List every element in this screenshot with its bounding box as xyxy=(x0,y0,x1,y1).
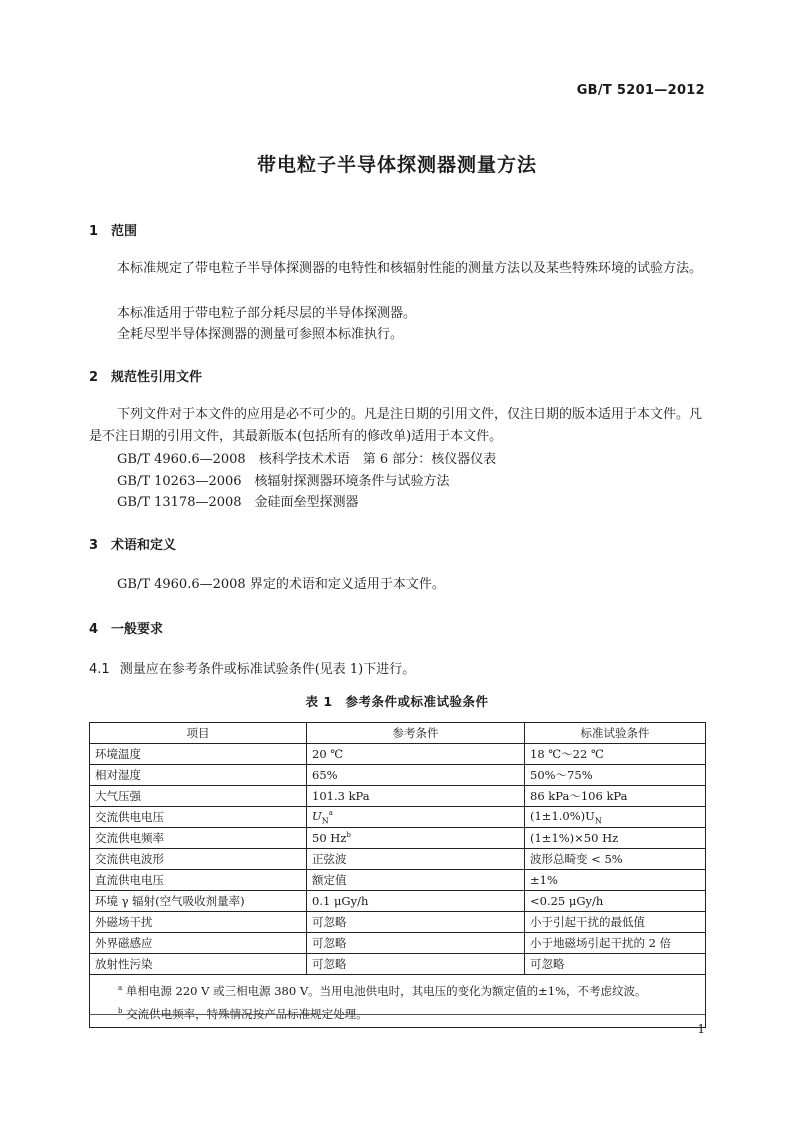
cell-item: 外磁场干扰 xyxy=(90,912,307,933)
table-row xyxy=(90,828,706,849)
standard-code: GB/T 5201—2012 xyxy=(576,83,705,98)
footnote-marker-a: a xyxy=(328,809,333,818)
section-title: 一般要求 xyxy=(111,622,164,637)
table-title: 表 1 参考条件或标准试验条件 xyxy=(305,694,489,709)
section-3-paragraph-1: GB/T 4960.6—2008 界定的术语和定义适用于本文件。 xyxy=(117,577,445,592)
footnote-text: 交流供电频率，特殊情况按产品标准规定处理。 xyxy=(126,1006,368,1021)
cell-item: 相对湿度 xyxy=(90,765,307,786)
cell-reference: 20 ℃ xyxy=(307,744,525,765)
table-row xyxy=(90,870,706,891)
cell-reference xyxy=(307,807,525,828)
table-row xyxy=(90,849,706,870)
cell-standard: (1±1%)×50 Hz xyxy=(525,828,706,849)
voltage-subscript: N xyxy=(321,816,329,826)
section-number: 2 xyxy=(89,370,99,385)
cell-standard: 小于引起干扰的最低值 xyxy=(525,912,706,933)
section-title: 范围 xyxy=(111,224,138,239)
cell-item: 放射性污染 xyxy=(90,954,307,975)
cell-standard: 86 kPa～106 kPa xyxy=(525,786,706,807)
reference-item: GB/T 10263—2006 核辐射探测器环境条件与试验方法 xyxy=(117,474,450,489)
footer-rule xyxy=(89,1014,705,1015)
cell-standard: 波形总畸变 < 5% xyxy=(525,849,706,870)
section-1-paragraph-1: 本标准规定了带电粒子半导体探测器的电特性和核辐射性能的测量方法以及某些特殊环境的试验方法。 xyxy=(117,261,703,276)
subsection-4-1 xyxy=(89,658,415,677)
section-4-heading xyxy=(89,618,163,637)
cell-reference: 可忽略 xyxy=(307,912,525,933)
footnote-mark: b xyxy=(118,1006,123,1015)
cell-reference: 额定值 xyxy=(307,870,525,891)
cell-standard xyxy=(525,807,706,828)
subsection-text: 测量应在参考条件或标准试验条件(见表 1)下进行。 xyxy=(119,662,416,677)
voltage-symbol: U xyxy=(312,808,322,823)
table-row xyxy=(90,744,706,765)
cell-reference xyxy=(307,828,525,849)
cell-standard: ±1% xyxy=(525,870,706,891)
section-2-heading xyxy=(89,366,202,385)
header-item: 项目 xyxy=(90,723,307,744)
cell-standard: <0.25 μGy/h xyxy=(525,891,706,912)
table-notes xyxy=(90,975,706,1028)
header-standard: 标准试验条件 xyxy=(525,723,706,744)
cell-item: 大气压强 xyxy=(90,786,307,807)
table-row xyxy=(90,933,706,954)
footnote-mark: a xyxy=(118,984,123,992)
cell-reference: 可忽略 xyxy=(307,933,525,954)
cell-reference: 可忽略 xyxy=(307,954,525,975)
table-header-row xyxy=(90,723,706,744)
footnote-b xyxy=(118,1001,695,1024)
footnote-marker-b: b xyxy=(346,831,351,840)
cell-standard: 小于地磁场引起干扰的 2 倍 xyxy=(525,933,706,954)
table-row xyxy=(90,807,706,828)
table-notes-row xyxy=(90,975,706,1028)
cell-item: 环境温度 xyxy=(90,744,307,765)
section-number: 1 xyxy=(89,224,99,239)
cell-item: 交流供电频率 xyxy=(90,828,307,849)
table-row xyxy=(90,765,706,786)
frequency-value: 50 Hz xyxy=(312,831,347,845)
section-1-paragraph-2: 本标准适用于带电粒子部分耗尽层的半导体探测器。 xyxy=(117,306,417,321)
cell-item: 交流供电波形 xyxy=(90,849,307,870)
cell-reference: 0.1 μGy/h xyxy=(307,891,525,912)
conditions-table xyxy=(89,722,706,1028)
table-row xyxy=(90,954,706,975)
cell-standard: 50%～75% xyxy=(525,765,706,786)
table-row xyxy=(90,912,706,933)
section-title: 术语和定义 xyxy=(111,538,177,553)
cell-item: 交流供电电压 xyxy=(90,807,307,828)
cell-reference: 正弦波 xyxy=(307,849,525,870)
footnote-a xyxy=(118,978,695,1001)
cell-standard: 可忽略 xyxy=(525,954,706,975)
voltage-subscript: N xyxy=(594,816,602,826)
header-reference: 参考条件 xyxy=(307,723,525,744)
reference-item: GB/T 13178—2008 金硅面垒型探测器 xyxy=(117,495,359,510)
subsection-number: 4.1 xyxy=(89,662,110,677)
section-1-paragraph-3: 全耗尽型半导体探测器的测量可参照本标准执行。 xyxy=(117,327,404,342)
cell-item: 直流供电电压 xyxy=(90,870,307,891)
cell-standard: 18 ℃～22 ℃ xyxy=(525,744,706,765)
cell-item: 外界磁感应 xyxy=(90,933,307,954)
footnote-text: 单相电源 220 V 或三相电源 380 V。当用电池供电时，其电压的变化为额定值的±1%，不考虑纹波。 xyxy=(125,983,647,998)
table-row xyxy=(90,891,706,912)
section-title: 规范性引用文件 xyxy=(111,370,203,385)
section-3-heading xyxy=(89,534,176,553)
cell-reference: 65% xyxy=(307,765,525,786)
section-number: 4 xyxy=(89,622,99,637)
cell-reference: 101.3 kPa xyxy=(307,786,525,807)
section-number: 3 xyxy=(89,538,99,553)
voltage-tolerance: (1±1.0%)U xyxy=(530,808,595,823)
page-number: 1 xyxy=(697,1022,705,1036)
section-1-heading xyxy=(89,220,137,239)
cell-item: 环境 γ 辐射(空气吸收剂量率) xyxy=(90,891,307,912)
section-2-paragraph-1: 下列文件对于本文件的应用是必不可少的。凡是注日期的引用文件，仅注日期的版本适用于本文件。凡是不注日期的引用文件，其最新版本(包括所有的修改单)适用于本文件。 xyxy=(89,407,703,444)
table-row xyxy=(90,786,706,807)
document-title: 带电粒子半导体探测器测量方法 xyxy=(256,154,537,176)
reference-item: GB/T 4960.6—2008 核科学技术术语 第 6 部分：核仪器仪表 xyxy=(117,452,497,467)
